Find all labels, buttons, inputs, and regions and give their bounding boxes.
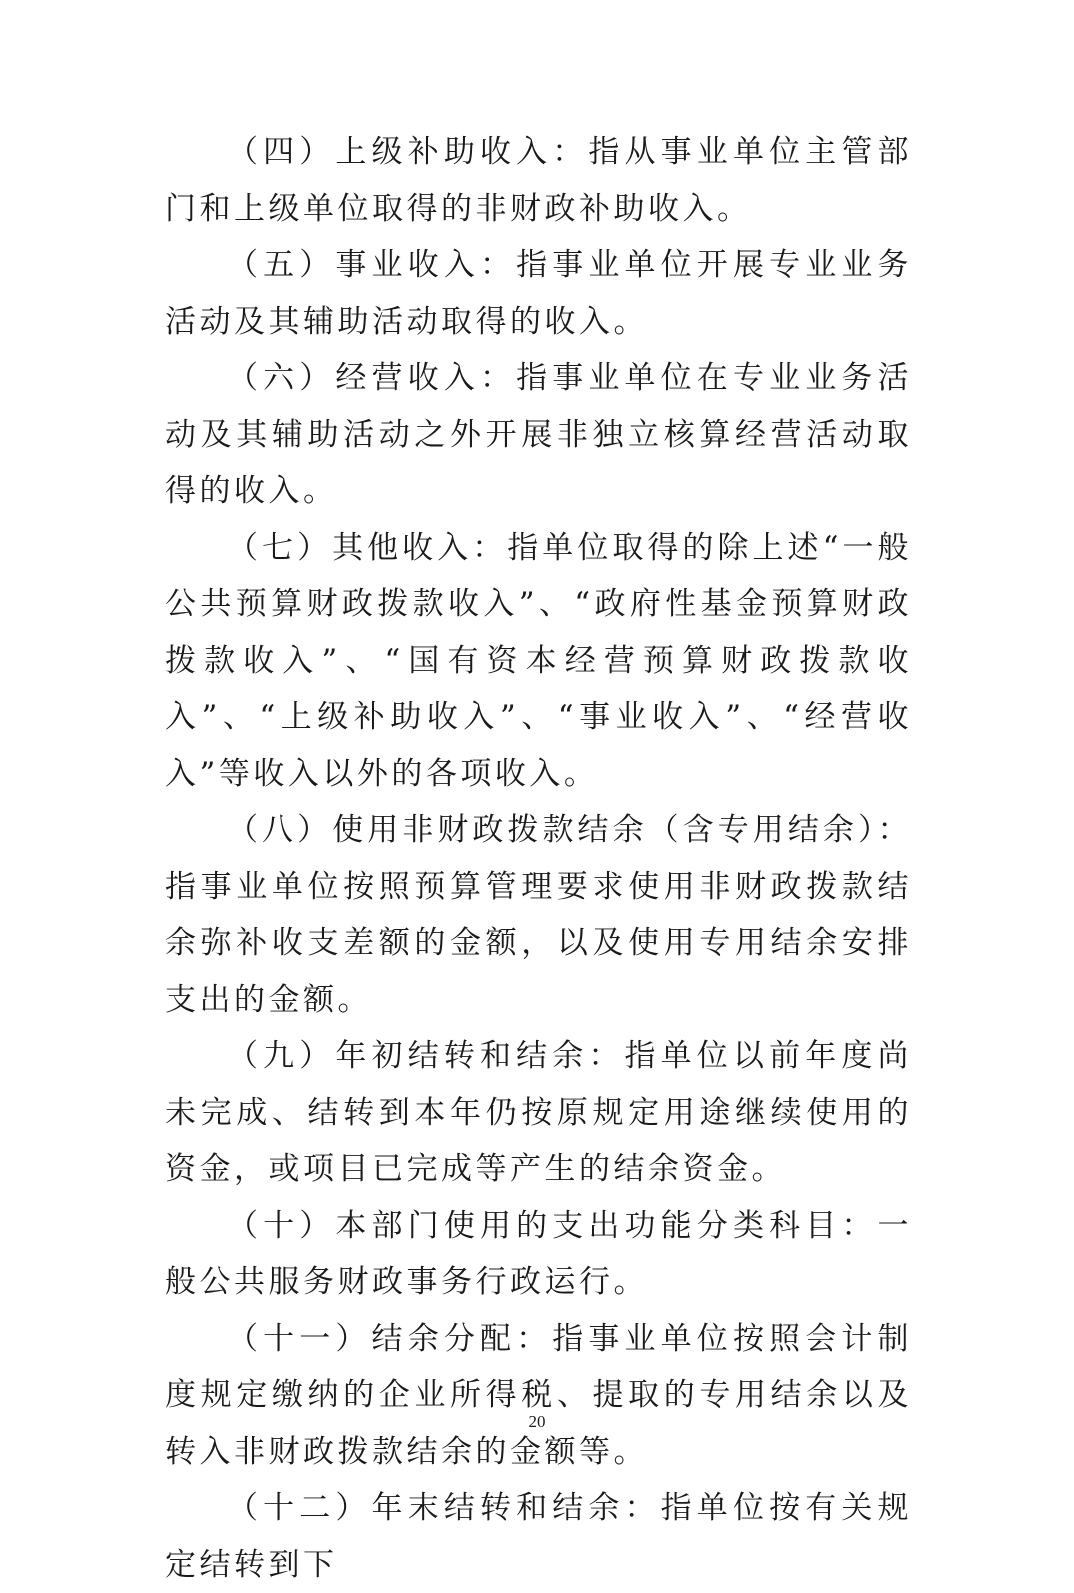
paragraph-6-operating-income: （六）经营收入：指事业单位在专业业务活动及其辅助活动之外开展非独立核算经营活动取得的收入。 (165, 360, 912, 509)
paragraph-5-business-income: （五）事业收入：指事业单位开展专业业务活动及其辅助活动取得的收入。 (165, 247, 912, 340)
page-number: 20 (528, 1412, 546, 1431)
paragraph-7-other-income: （七）其他收入：指单位取得的除上述“一般公共预算财政拨款收入”、“政府性基金预算财政拨款收入”、“国有资本经营预算财政拨款收入”、“上级补助收入”、“事业收入”、“经营收入”等收入以外的各项收入。 (165, 529, 912, 792)
paragraph-11-surplus-distribution: （十一）结余分配：指事业单位按照会计制度规定缴纳的企业所得税、提取的专用结余以及转入非财政拨款结余的金额等。 (165, 1320, 912, 1470)
body-text (165, 124, 912, 1593)
paragraph-8-use-of-non-fiscal-surplus: （八）使用非财政拨款结余（含专用结余）：指事业单位按照预算管理要求使用非财政拨款结余弥补收支差额的金额，以及使用专用结余安排支出的金额。 (165, 812, 912, 1018)
paragraph-10-expenditure-classification: （十）本部门使用的支出功能分类科目：一般公共服务财政事务行政运行。 (165, 1207, 912, 1300)
paragraph-4-superior-subsidy-income: （四）上级补助收入：指从事业单位主管部门和上级单位取得的非财政补助收入。 (165, 134, 912, 227)
paragraph-9-beginning-carryover: （九）年初结转和结余：指单位以前年度尚未完成、结转到本年仍按原规定用途继续使用的资金，或项目已完成等产生的结余资金。 (165, 1038, 912, 1187)
paragraph-12-year-end-carryover: （十二）年末结转和结余：指单位按有关规定结转到下 (165, 1490, 912, 1583)
